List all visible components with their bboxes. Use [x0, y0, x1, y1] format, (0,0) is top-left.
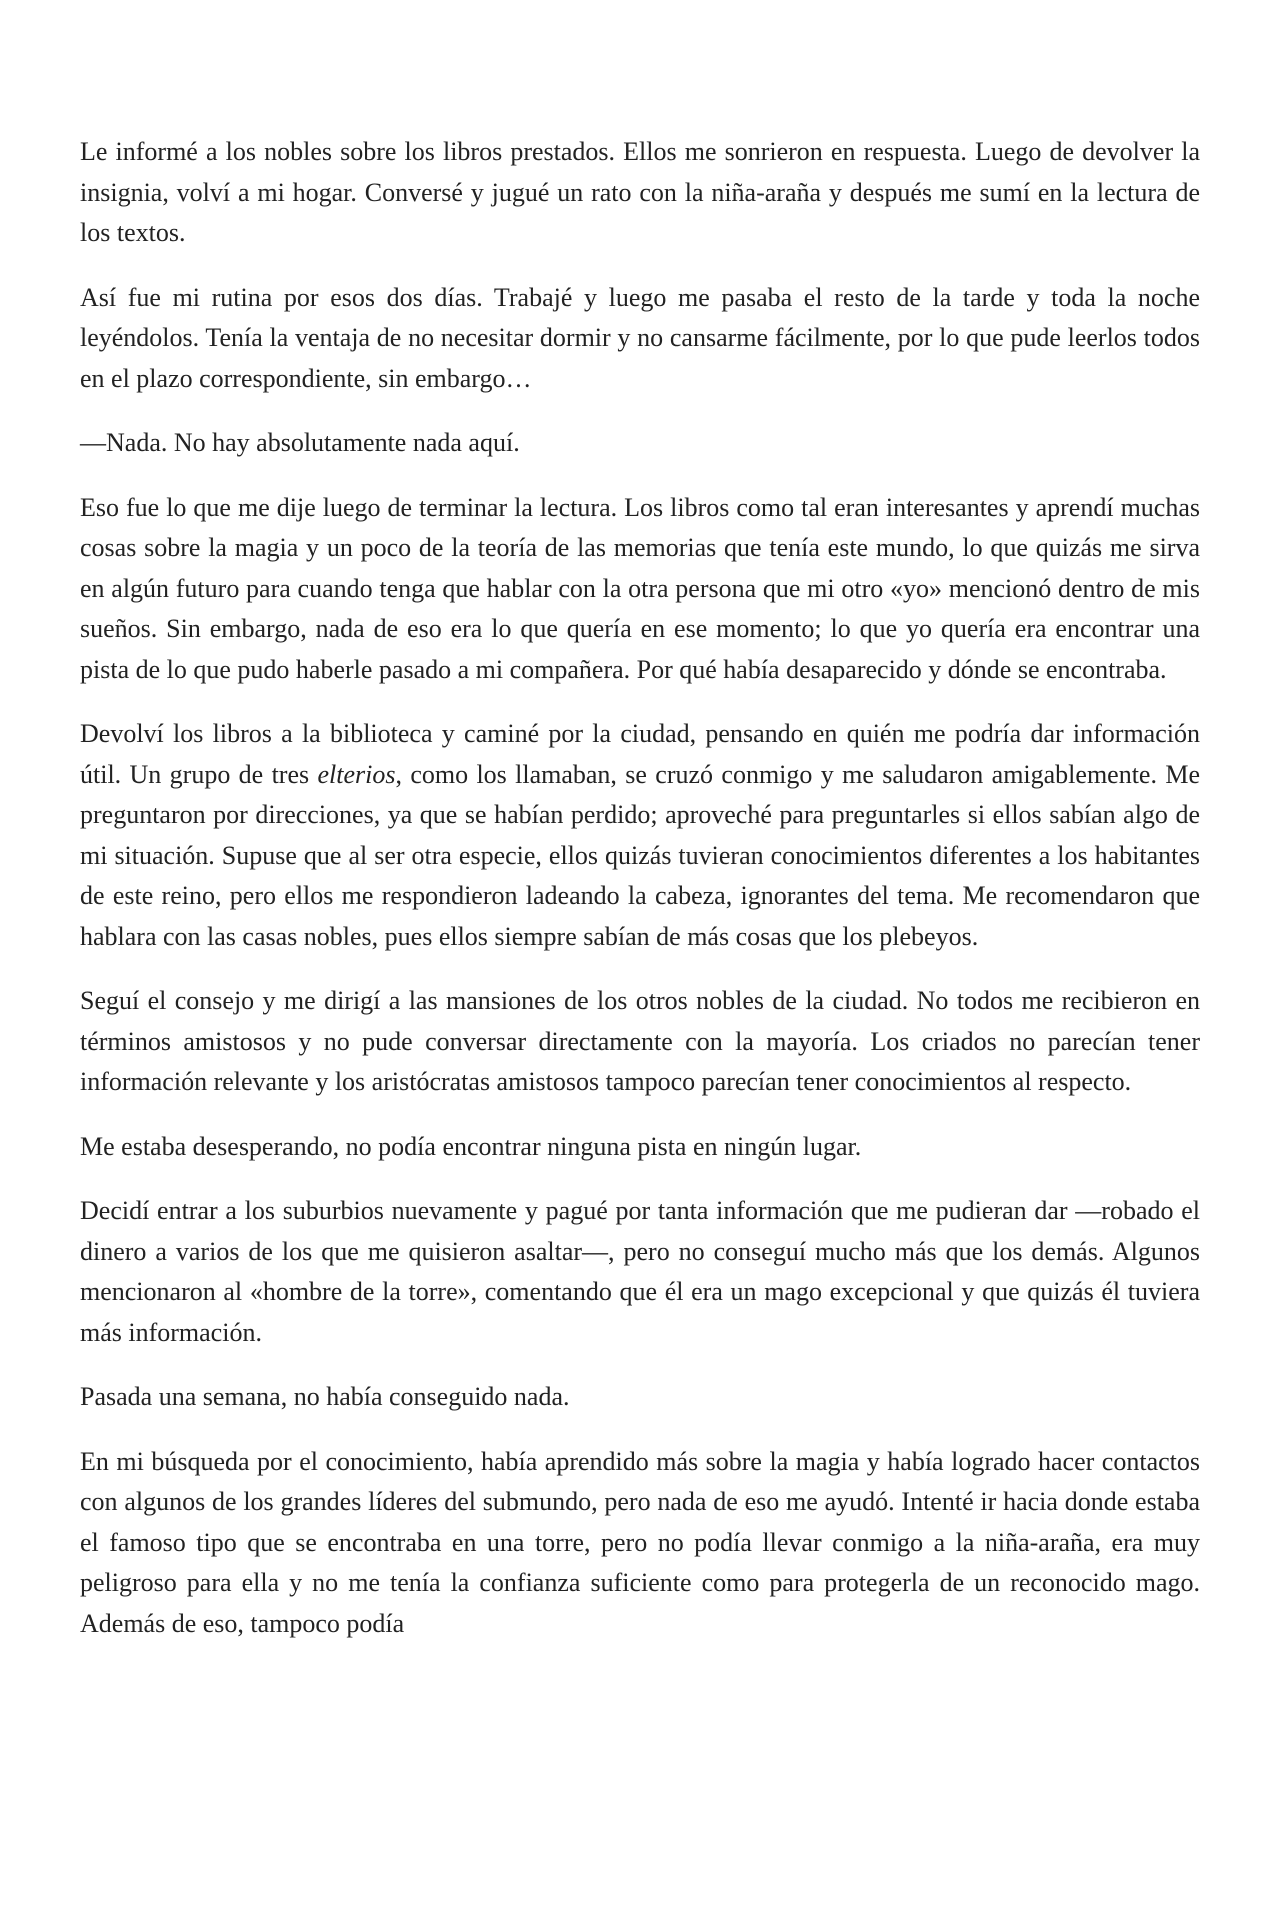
paragraph-5-text-before: Devolví los libros a la biblioteca y caminé por la ciudad, pensando en quién me podría dar información útil. Un grupo de tres: [80, 719, 1200, 789]
paragraph-5-text-after: , como los llamaban, se cruzó conmigo y me saludaron amigablemente. Me preguntaron por direcciones, ya que se habían perdido; aproveché para preguntarles si ellos sabían algo de mi situación. Supuse que al ser otra especie, ellos quizás tuvieran conocimientos diferentes a los habitantes de este reino, pero ellos me respondieron ladeando la cabeza, ignorantes del tema. Me recomendaron que hablara con las casas nobles, pues ellos siempre sabían de más cosas que los plebeyos.: [80, 759, 1200, 951]
paragraph-6: Seguí el consejo y me dirigí a las mansiones de los otros nobles de la ciudad. No todos me recibieron en términos amistosos y no pude conversar directamente con la mayoría. Los criados no parecían tener información relevante y los aristócratas amistosos tampoco parecían tener conocimientos al respecto.: [80, 986, 1200, 1096]
paragraph-8: Decidí entrar a los suburbios nuevamente y pagué por tanta información que me pudieran dar —robado el dinero a varios de los que me quisieron asaltar—, pero no conseguí mucho más que los demás. Algunos mencionaron al «hombre de la torre», comentando que él era un mago excepcional y que quizás él tuviera más información.: [80, 1196, 1200, 1347]
paragraph-9: Pasada una semana, no había conseguido nada.: [80, 1382, 570, 1411]
paragraph-7: Me estaba desesperando, no podía encontrar ninguna pista en ningún lugar.: [80, 1131, 862, 1161]
paragraph-2: Así fue mi rutina por esos dos días. Trabajé y luego me pasaba el resto de la tarde y toda la noche leyéndolos. Tenía la ventaja de no necesitar dormir y no cansarme fácilmente, por lo que pude leerlos todos en el plazo correspondiente, sin embargo…: [80, 282, 1200, 393]
paragraph-10: En mi búsqueda por el conocimiento, había aprendido más sobre la magia y había logrado hacer contactos con algunos de los grandes líderes del submundo, pero nada de eso me ayudó. Intenté ir hacia donde estaba el famoso tipo que se encontraba en una torre, pero no podía llevar conmigo a la niña-araña, era muy peligroso para ella y no me tenía la confianza suficiente como para protegerla de un reconocido mago. Además de eso, tampoco podía: [80, 1446, 1200, 1638]
paragraph-3-dialogue: —Nada. No hay absolutamente nada aquí.: [80, 428, 520, 457]
paragraph-5-italic-term: elterios: [317, 759, 396, 789]
paragraph-1: Le informé a los nobles sobre los libros prestados. Ellos me sonrieron en respuesta. Luego de devolver la insignia, volví a mi hogar. Conversé y jugué un rato con la niña-araña y después me sumí en la lectura de los textos.: [80, 137, 1200, 247]
paragraph-4: Eso fue lo que me dije luego de terminar la lectura. Los libros como tal eran interesantes y aprendí muchas cosas sobre la magia y un poco de la teoría de las memorias que tenía este mundo, lo que quizás me sirva en algún futuro para cuando tenga que hablar con la otra persona que mi otro «yo» mencionó dentro de mis sueños. Sin embargo, nada de eso era lo que quería en ese momento; lo que yo quería era encontrar una pista de lo que pudo haberle pasado a mi compañera. Por qué había desaparecido y dónde se encontraba.: [80, 492, 1200, 684]
document-page: [80, 132, 1200, 1668]
paragraph-5: [80, 714, 1200, 957]
